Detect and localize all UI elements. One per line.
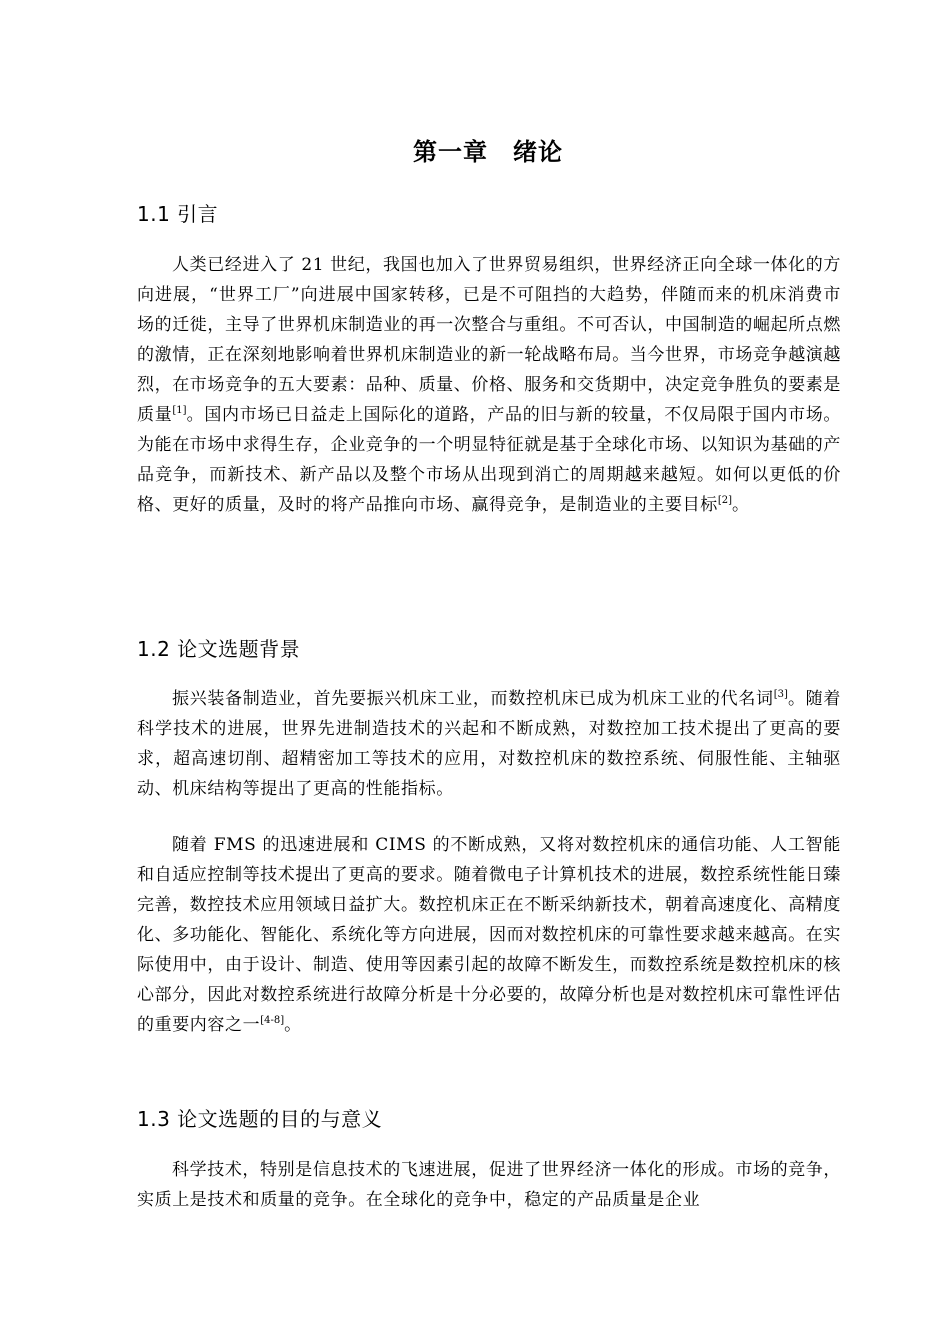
paragraph-text: 振兴装备制造业，首先要振兴机床工业，而数控机床已成为机床工业的代名词	[172, 689, 774, 709]
citation: [4-8]	[260, 1015, 285, 1026]
paragraph-text: 。国内市场已日益走上国际化的道路，产品的旧与新的较量，不仅局限于国内市场。为能在市场中求得生存，企业竞争的一个明显特征就是基于全球化市场、以知识为基础的产品竞争，而新技术、新产品以及整个市场从出现到消亡的周期越来越短。如何以更低的价格、更好的质量，及时的将产品推向市场、赢得竞争，是制造业的主要目标	[137, 405, 842, 515]
chapter-title: 第一章 绪论	[413, 138, 563, 166]
paragraph-text: 科学技术，特别是信息技术的飞速进展，促进了世界经济一体化的形成。市场的竞争，实质上是技术和质量的竞争。在全球化的竞争中，稳定的产品质量是企业	[137, 1160, 841, 1210]
section-heading-purpose: 1.3 论文选题的目的与意义	[137, 1107, 383, 1131]
section-heading-background: 1.2 论文选题背景	[137, 637, 301, 661]
citation: [1]	[172, 405, 187, 416]
citation: [2]	[717, 495, 732, 506]
purpose-paragraph	[137, 1155, 841, 1215]
background-paragraph-2	[137, 830, 841, 1040]
paragraph-text: 随着 FMS 的迅速进展和 CIMS 的不断成熟，又将对数控机床的通信功能、人工智能和自适应控制等技术提出了更高的要求。随着微电子计算机技术的进展，数控系统性能日臻完善，数控技术应用领域日益扩大。数控机床正在不断采纳新技术，朝着高速度化、高精度化、多功能化、智能化、系统化等方向进展，因而对数控机床的可靠性要求越来越高。在实际使用中，由于设计、制造、使用等因素引起的故障不断发生，而数控系统是数控机床的核心部分，因此对数控系统进行故障分析是十分必要的，故障分析也是对数控机床可靠性评估的重要内容之一	[137, 835, 841, 1035]
intro-paragraph	[137, 250, 841, 520]
paragraph-text: 人类已经进入了 21 世纪，我国也加入了世界贸易组织，世界经济正向全球一体化的方向进展，“世界工厂”向进展中国家转移，已是不可阻挡的大趋势，伴随而来的机床消费市场的迁徙，主导了世界机床制造业的再一次整合与重组。不可否认，中国制造的崛起所点燃的激情，正在深刻地影响着世界机床制造业的新一轮战略布局。当今世界，市场竞争越演越烈，在市场竞争的五大要素：品种、质量、价格、服务和交货期中，决定竞争胜负的要素是质量	[137, 255, 841, 425]
paragraph-text: 。	[284, 1015, 302, 1035]
paragraph-text: 。随着科学技术的进展，世界先进制造技术的兴起和不断成熟，对数控加工技术提出了更高的要求，超高速切削、超精密加工等技术的应用，对数控机床的数控系统、伺服性能、主轴驱动、机床结构等提出了更高的性能指标。	[137, 689, 841, 799]
section-heading-intro: 1.1 引言	[137, 202, 219, 226]
citation: [3]	[773, 689, 788, 700]
background-paragraph-1	[137, 684, 841, 804]
paragraph-text: 。	[731, 495, 750, 515]
